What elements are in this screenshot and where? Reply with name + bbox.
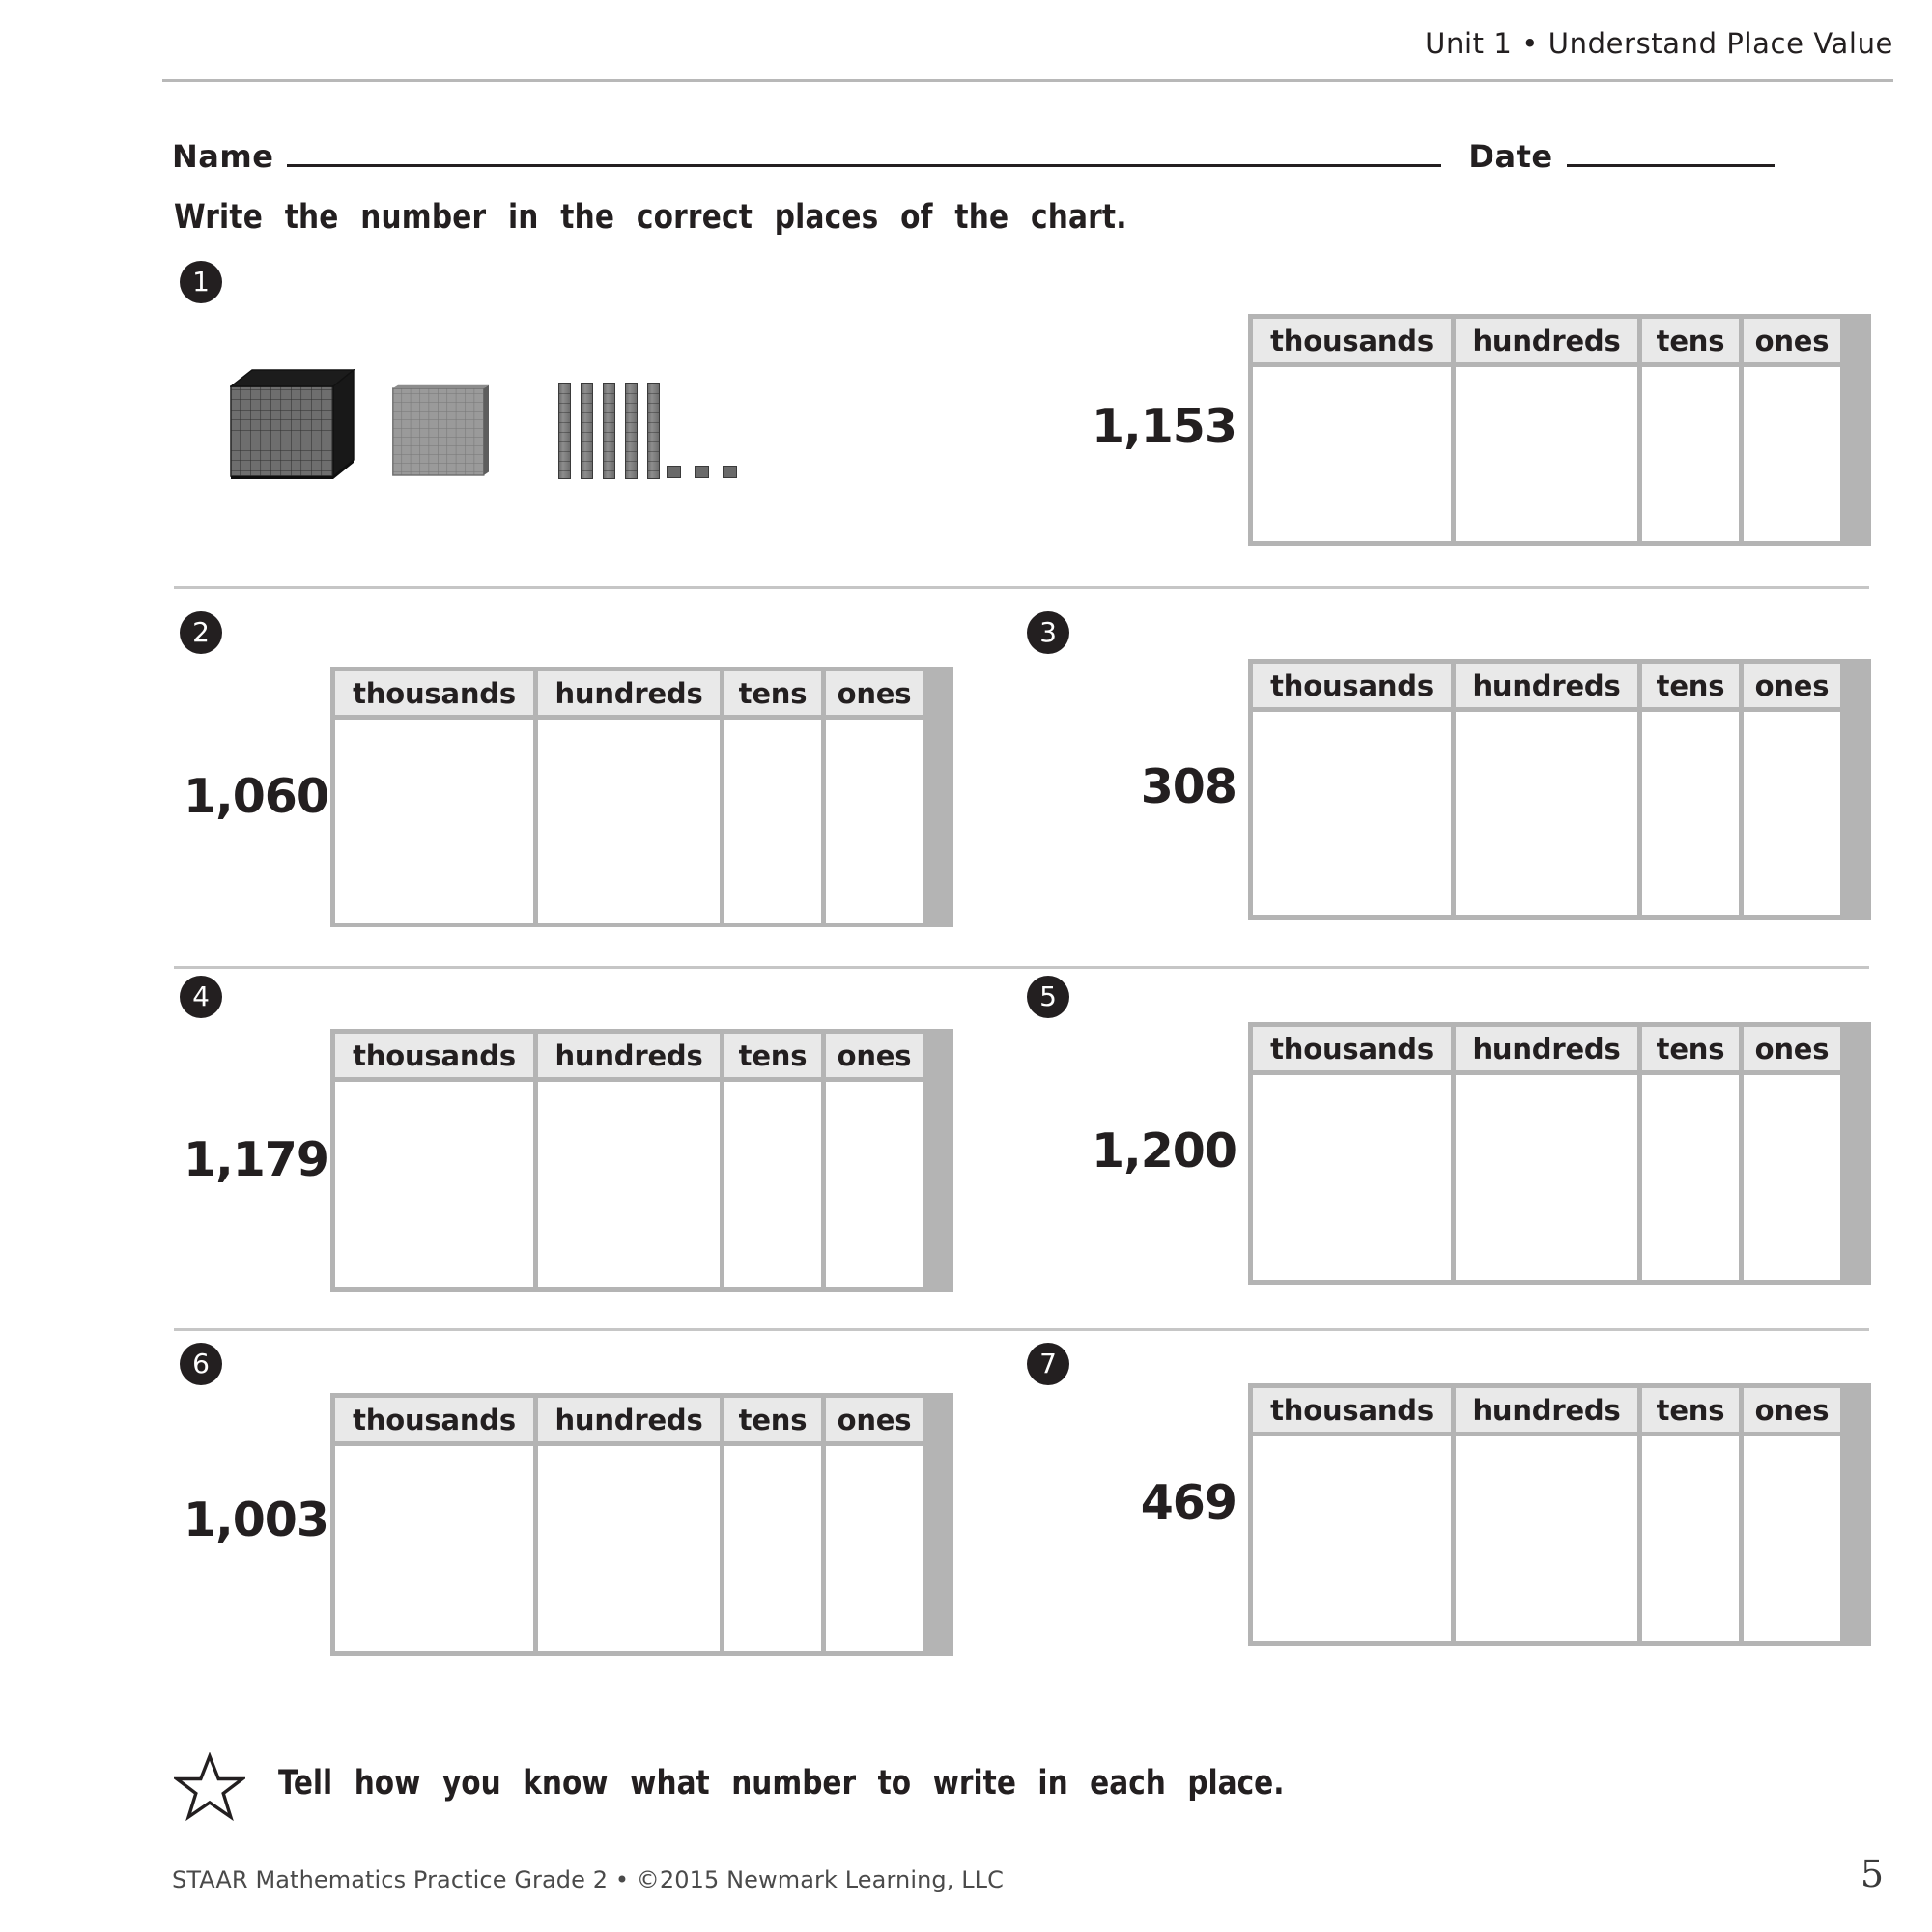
- problem-badge-5: 5: [1027, 976, 1069, 1018]
- ones-unit-cube: [695, 466, 709, 478]
- place-value-chart-5[interactable]: [1248, 1022, 1871, 1285]
- chart-header-hundreds: hundreds: [538, 671, 720, 715]
- chart-cell-thousands[interactable]: [1253, 712, 1451, 915]
- chart-cell-tens[interactable]: [1642, 1436, 1739, 1641]
- problem-number-4: 1,179: [184, 1132, 328, 1187]
- date-label: Date: [1468, 138, 1553, 175]
- chart-cell-tens[interactable]: [1642, 367, 1739, 541]
- footer-page-number: 5: [1860, 1853, 1884, 1895]
- chart-header-tens: tens: [724, 671, 821, 715]
- chart-cell-hundreds[interactable]: [1456, 1075, 1637, 1280]
- section-divider-1: [174, 586, 1869, 589]
- chart-cell-thousands[interactable]: [335, 1082, 533, 1287]
- chart-cell-hundreds[interactable]: [1456, 367, 1637, 541]
- chart-cell-hundreds[interactable]: [1456, 712, 1637, 915]
- chart-header-row: [335, 1398, 949, 1441]
- star-outline-icon: [174, 1752, 245, 1822]
- instruction-text: Write the number in the correct places of the chart.: [174, 198, 1127, 237]
- problem-badge-2: 2: [180, 611, 222, 654]
- name-date-row: [172, 135, 1833, 184]
- chart-header-ones: ones: [826, 1034, 923, 1077]
- name-label: Name: [172, 138, 274, 175]
- unit-header-title: Unit 1 • Understand Place Value: [1425, 27, 1893, 60]
- tens-rod: [625, 383, 638, 479]
- chart-header-thousands: thousands: [1253, 319, 1451, 362]
- problem-number-5: 1,200: [1092, 1123, 1236, 1179]
- chart-answer-row: [335, 1082, 949, 1287]
- chart-header-thousands: thousands: [1253, 664, 1451, 707]
- chart-header-hundreds: hundreds: [538, 1398, 720, 1441]
- chart-header-row: [1253, 664, 1866, 707]
- place-value-chart-2[interactable]: [330, 667, 953, 927]
- chart-header-tens: tens: [1642, 1027, 1739, 1070]
- ones-units-group: [667, 466, 737, 478]
- tens-rod: [581, 383, 593, 479]
- chart-answer-row: [1253, 1436, 1866, 1641]
- chart-cell-ones[interactable]: [826, 1082, 923, 1287]
- chart-cell-tens[interactable]: [724, 1446, 821, 1651]
- chart-cell-hundreds[interactable]: [538, 1082, 720, 1287]
- place-value-chart-7[interactable]: [1248, 1383, 1871, 1646]
- ones-unit-cube: [723, 466, 737, 478]
- chart-header-ones: ones: [1744, 664, 1840, 707]
- section-divider-3: [174, 1328, 1869, 1331]
- place-value-chart-1[interactable]: [1248, 314, 1871, 546]
- problem-badge-1: 1: [180, 261, 222, 303]
- date-input-line[interactable]: [1567, 135, 1775, 167]
- chart-cell-ones[interactable]: [1744, 712, 1840, 915]
- chart-header-row: [335, 671, 949, 715]
- header-divider-rule: [162, 79, 1893, 82]
- place-value-chart-4[interactable]: [330, 1029, 953, 1292]
- chart-cell-thousands[interactable]: [1253, 1075, 1451, 1280]
- thousands-cube-icon: [230, 369, 355, 483]
- chart-header-ones: ones: [1744, 1027, 1840, 1070]
- chart-header-thousands: thousands: [1253, 1027, 1451, 1070]
- chart-answer-row: [1253, 1075, 1866, 1280]
- chart-answer-row: [335, 1446, 949, 1651]
- chart-header-ones: ones: [826, 1398, 923, 1441]
- problem-badge-6: 6: [180, 1343, 222, 1385]
- chart-cell-tens[interactable]: [1642, 712, 1739, 915]
- chart-header-thousands: thousands: [1253, 1388, 1451, 1432]
- chart-header-thousands: thousands: [335, 671, 533, 715]
- base-ten-blocks-illustration: [230, 369, 771, 485]
- chart-answer-row: [1253, 367, 1866, 541]
- chart-header-ones: ones: [1744, 319, 1840, 362]
- chart-cell-tens[interactable]: [724, 1082, 821, 1287]
- chart-cell-tens[interactable]: [724, 720, 821, 923]
- hundreds-flat-icon: [392, 384, 495, 481]
- chart-cell-tens[interactable]: [1642, 1075, 1739, 1280]
- tens-rod: [647, 383, 660, 479]
- chart-cell-thousands[interactable]: [1253, 1436, 1451, 1641]
- chart-answer-row: [335, 720, 949, 923]
- chart-header-tens: tens: [1642, 1388, 1739, 1432]
- chart-header-ones: ones: [1744, 1388, 1840, 1432]
- ones-unit-cube: [667, 466, 681, 478]
- problem-badge-3: 3: [1027, 611, 1069, 654]
- problem-number-7: 469: [1140, 1475, 1236, 1530]
- chart-header-hundreds: hundreds: [1456, 1027, 1637, 1070]
- tens-rods-group: [558, 383, 660, 479]
- section-divider-2: [174, 966, 1869, 969]
- chart-header-tens: tens: [1642, 664, 1739, 707]
- chart-header-row: [335, 1034, 949, 1077]
- chart-cell-ones[interactable]: [1744, 1436, 1840, 1641]
- chart-header-tens: tens: [724, 1398, 821, 1441]
- name-input-line[interactable]: [287, 135, 1441, 167]
- chart-cell-hundreds[interactable]: [1456, 1436, 1637, 1641]
- chart-header-tens: tens: [1642, 319, 1739, 362]
- chart-cell-ones[interactable]: [826, 1446, 923, 1651]
- chart-cell-hundreds[interactable]: [538, 1446, 720, 1651]
- chart-header-thousands: thousands: [335, 1034, 533, 1077]
- place-value-chart-6[interactable]: [330, 1393, 953, 1656]
- chart-header-hundreds: hundreds: [1456, 319, 1637, 362]
- problem-number-6: 1,003: [184, 1492, 328, 1548]
- problem-number-3: 308: [1140, 759, 1236, 814]
- tens-rod: [558, 383, 571, 479]
- chart-cell-hundreds[interactable]: [538, 720, 720, 923]
- problem-number-1: 1,153: [1092, 399, 1236, 454]
- chart-header-ones: ones: [826, 671, 923, 715]
- chart-header-hundreds: hundreds: [1456, 1388, 1637, 1432]
- star-prompt-row: [174, 1758, 1864, 1826]
- chart-cell-ones[interactable]: [1744, 367, 1840, 541]
- chart-answer-row: [1253, 712, 1866, 915]
- chart-cell-ones[interactable]: [1744, 1075, 1840, 1280]
- chart-cell-thousands[interactable]: [1253, 367, 1451, 541]
- chart-header-hundreds: hundreds: [1456, 664, 1637, 707]
- problem-badge-4: 4: [180, 976, 222, 1018]
- tens-rod: [603, 383, 615, 479]
- chart-header-row: [1253, 1388, 1866, 1432]
- chart-header-row: [1253, 319, 1866, 362]
- star-prompt-text: Tell how you know what number to write in each place.: [278, 1764, 1285, 1803]
- chart-cell-thousands[interactable]: [335, 720, 533, 923]
- chart-header-hundreds: hundreds: [538, 1034, 720, 1077]
- place-value-chart-3[interactable]: [1248, 659, 1871, 920]
- chart-header-thousands: thousands: [335, 1398, 533, 1441]
- problem-number-2: 1,060: [184, 769, 328, 824]
- footer-copyright: STAAR Mathematics Practice Grade 2 • ©2015 Newmark Learning, LLC: [172, 1866, 1004, 1893]
- chart-header-tens: tens: [724, 1034, 821, 1077]
- chart-cell-thousands[interactable]: [335, 1446, 533, 1651]
- problem-badge-7: 7: [1027, 1343, 1069, 1385]
- chart-header-row: [1253, 1027, 1866, 1070]
- chart-cell-ones[interactable]: [826, 720, 923, 923]
